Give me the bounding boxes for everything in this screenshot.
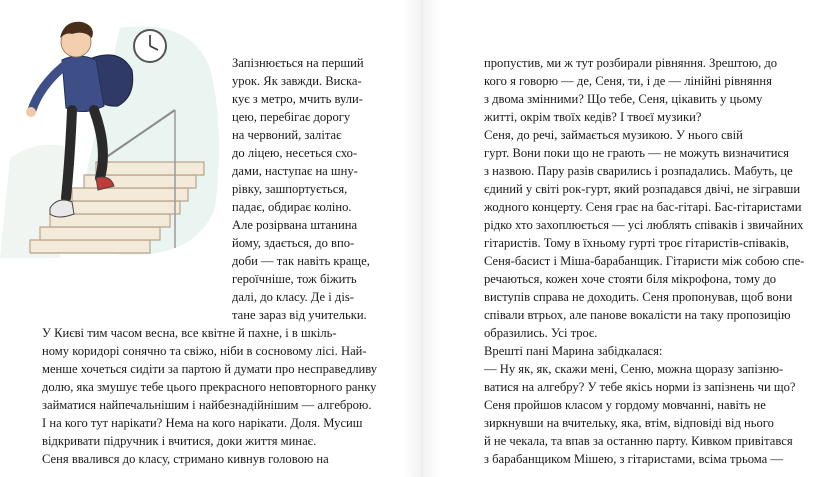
text-line: кого я говорю — де, Сеня, ти, і де — лінійні рівняння bbox=[484, 74, 772, 88]
text-line: У Києві тим часом весна, все квітне й пахне, і в шкіль- bbox=[42, 326, 337, 340]
text-line: гурт. Вони поки що не грають — не можуть визначитися bbox=[484, 146, 789, 160]
text-line: доби — так навіть краще, bbox=[232, 254, 370, 268]
text-line: зиркнувши на вчительку, яка, втім, відповіді від нього bbox=[484, 416, 774, 430]
text-line: І на кого тут нарікати? Нема на кого нарікати. Доля. Мусиш bbox=[42, 416, 363, 430]
text-line: Запізнюється на перший bbox=[232, 56, 364, 70]
text-line: кує з метро, мчить вули- bbox=[232, 92, 363, 106]
text-line: Сеня-басист і Міша-барабанщик. Гітаристи між собою спе- bbox=[484, 254, 805, 268]
page-gutter bbox=[404, 0, 440, 477]
text-line: Сеня ввалився до класу, стримано кивнув головою на bbox=[42, 452, 329, 466]
text-line: відкривати підручник і вчитися, доки життя минає. bbox=[42, 434, 317, 448]
text-line: жодного концерту. Сеня грає на бас-гітарі. Бас-гітаристами bbox=[484, 200, 802, 214]
text-line: цею, перебігає дорогу bbox=[232, 110, 351, 124]
text-line: долю, яка змушує тебе цього прекрасного неповторного ранку bbox=[42, 380, 377, 394]
text-line: єдиний у світі рок-гурт, який розпадався двічі, не зігравши bbox=[484, 182, 801, 196]
text-line: з двома змінними? Що тебе, Сеня, цікавить у цьому bbox=[484, 92, 763, 106]
text-line: пропустив, ми ж тут розбирали рівняння. Зрештою, до bbox=[484, 56, 778, 70]
text-line: тане зараз від учительки. bbox=[232, 308, 367, 322]
right-page bbox=[440, 0, 840, 477]
text-line: далі, до класу. Де і дis- bbox=[232, 290, 354, 304]
text-line: співали втрьох, але панове вокалісти на таку пропозицію bbox=[484, 308, 791, 322]
text-line: дами, наступає на шну- bbox=[232, 164, 358, 178]
text-line: Сеня, до речі, займається музикою. У нього свій bbox=[484, 128, 743, 142]
text-line: займатися найпечальнішим і найбезнадійнішим — алгеброю. bbox=[42, 398, 372, 412]
text-line: Але розірвана штанина bbox=[232, 218, 358, 232]
text-line: образились. Усі троє. bbox=[484, 326, 598, 340]
text-line: виступів справа не доходить. Сеня пропонував, щоб вони bbox=[484, 290, 793, 304]
text-line: менше хочеться сидіти за партою й думати про несправедливу bbox=[42, 362, 378, 376]
text-line: падає, обдирає коліно. bbox=[232, 200, 352, 214]
text-line: урок. Як завжди. Виска- bbox=[232, 74, 362, 88]
text-line: з барабанщиком Мішею, з гітаристами, всіма трьома — bbox=[484, 452, 783, 466]
text-line: з назвою. Пару разів сварились і розпадались. Мабуть, це bbox=[484, 164, 793, 178]
text-line: Врешті пані Марина забідкалася: bbox=[484, 344, 663, 358]
text-line: гітаристів. Тому в їхньому гурті троє гітаристів-співаків, bbox=[484, 236, 789, 250]
text-line: Сеня пройшов класом у гордому мовчанні, навіть не bbox=[484, 398, 766, 412]
text-line: житті, окрім твоїх кедів? І твоєї музики? bbox=[484, 110, 702, 124]
boy-on-stairs-illustration bbox=[0, 8, 230, 260]
text-line: героїчніше, тож біжить bbox=[232, 272, 357, 286]
text-line: й не чекала, та впав за останню парту. Кивком привітався bbox=[484, 434, 793, 448]
text-line: йому, здається, до впо- bbox=[232, 236, 355, 250]
text-line: на червоний, залітає bbox=[232, 128, 342, 142]
text-line: до ліцею, несеться схо- bbox=[232, 146, 358, 160]
text-line: рівку, зашпортується, bbox=[232, 182, 348, 196]
clock-icon bbox=[134, 30, 166, 62]
text-line: ному коридорі сонячно та свіжо, ніби в сосновому лісі. Най- bbox=[42, 344, 367, 358]
text-line: рідко хто захоплюється — усі люблять співаків і звичайних bbox=[484, 218, 804, 232]
text-line: ватися на алгебру? У тебе якісь норми із запізнень чи що? bbox=[484, 380, 796, 394]
text-line: — Ну як, як, скажи мені, Сеню, можна щоразу запізню- bbox=[484, 362, 784, 376]
text-line: речаються, кожен хоче стояти біля мікрофона, тому до bbox=[484, 272, 777, 286]
